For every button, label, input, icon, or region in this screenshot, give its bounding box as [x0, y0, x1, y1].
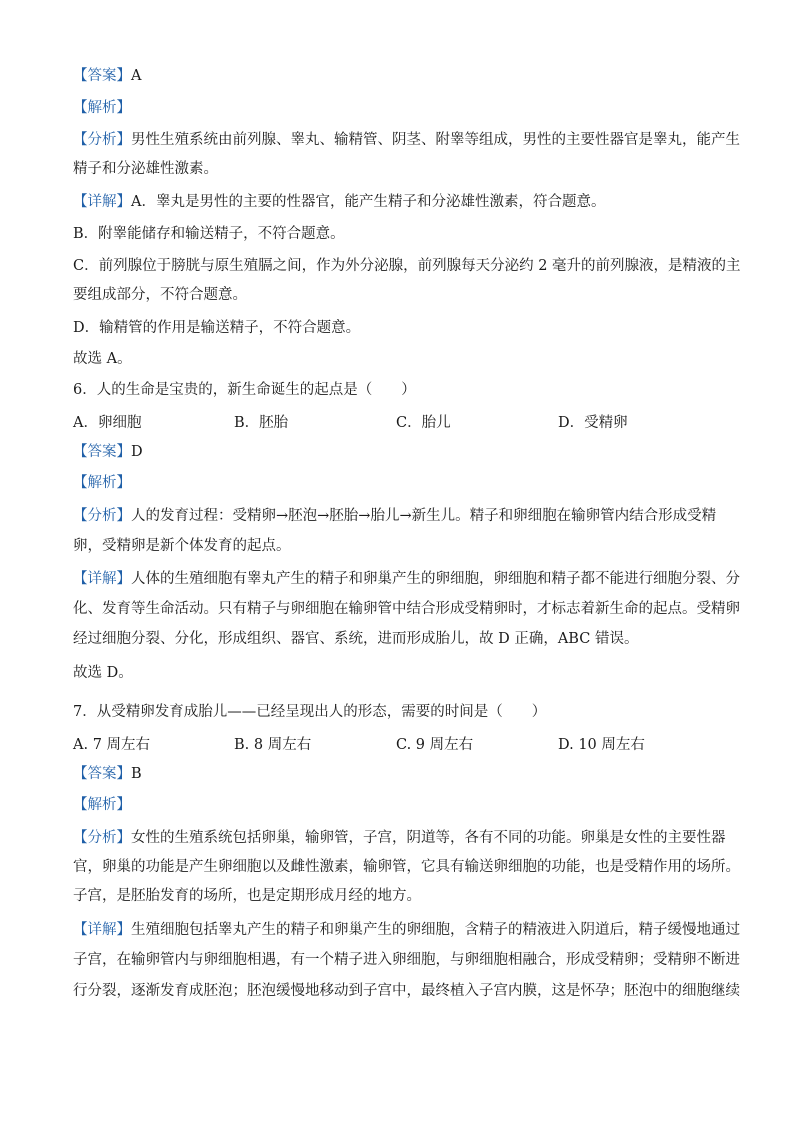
q5-fenxi-line-1 [73, 130, 740, 150]
q7-question: 7．从受精卵发育成胎儿——已经呈现出人的形态，需要的时间是（ ） [73, 704, 547, 720]
answer-tag: 【答案】 [73, 68, 131, 84]
q5-option-c-explanation-1: C．前列腺位于膀胱与原生殖膈之间，作为外分泌腺，前列腺每天分泌约 2 毫升的前列腺液，是精液的主 [73, 258, 741, 274]
answer-tag: 【答案】 [73, 444, 131, 460]
fenxi-tag: 【分析】 [73, 508, 131, 524]
q6-option-b: B．胚胎 [234, 415, 289, 431]
q6-option-d: D．受精卵 [558, 415, 628, 431]
q7-fenxi-line-2: 官，卵巢的功能是产生卵细胞以及雌性激素，输卵管，它具有输送卵细胞的功能，也是受精作用的场所。 [73, 859, 740, 875]
q6-xiangjie-line-2: 化、发育等生命活动。只有精子与卵细胞在输卵管中结合形成受精卵时，才标志着新生命的起点。受精卵 [73, 601, 740, 617]
q7-xiangjie-line-2: 子宫，在输卵管内与卵细胞相遇，有一个精子进入卵细胞，与卵细胞相融合，形成受精卵；受精卵不断进 [73, 952, 740, 968]
q5-answer-line [73, 66, 723, 86]
q6-fenxi-text-1: 人的发育过程：受精卵→胚泡→胚胎→胎儿→新生儿。精子和卵细胞在输卵管内结合形成受精 [131, 508, 717, 524]
q6-fenxi-line-2: 卵，受精卵是新个体发育的起点。 [73, 538, 291, 554]
answer-tag: 【答案】 [73, 766, 131, 782]
q7-analysis-heading [73, 795, 723, 815]
q7-options [73, 733, 723, 753]
q5-xiangjie-line-1 [73, 192, 723, 212]
q5-answer: A [131, 68, 142, 84]
xiangjie-tag: 【详解】 [73, 571, 131, 587]
q5-option-c-explanation-2: 要组成部分，不符合题意。 [73, 287, 247, 303]
analysis-tag: 【解析】 [73, 100, 131, 116]
q6-option-a: A．卵细胞 [73, 415, 142, 431]
xiangjie-tag: 【详解】 [73, 194, 131, 210]
q6-xiangjie-line-3: 经过细胞分裂、分化，形成组织、器官、系统，进而形成胎儿，故 D 正确，ABC 错误。 [73, 631, 639, 647]
fenxi-tag: 【分析】 [73, 132, 131, 148]
q5-xiangjie-text-1: A．睾丸是男性的主要的性器官，能产生精子和分泌雄性激素，符合题意。 [131, 194, 606, 210]
q7-answer-line [73, 764, 723, 784]
q7-option-d: D. 10 周左右 [558, 737, 645, 753]
xiangjie-tag: 【详解】 [73, 922, 131, 938]
analysis-tag: 【解析】 [73, 475, 131, 491]
q7-option-c: C. 9 周左右 [396, 737, 474, 753]
q7-option-b: B. 8 周左右 [234, 737, 312, 753]
q5-option-b-explanation: B．附睾能储存和输送精子，不符合题意。 [73, 226, 345, 242]
q5-option-d-explanation: D．输精管的作用是输送精子，不符合题意。 [73, 320, 361, 336]
q6-xiangjie-text-1: 人体的生殖细胞有睾丸产生的精子和卵巢产生的卵细胞，卵细胞和精子都不能进行细胞分裂、分 [131, 571, 740, 587]
q7-fenxi-text-1: 女性的生殖系统包括卵巢，输卵管，子宫，阴道等，各有不同的功能。卵巢是女性的主要性器 [131, 830, 726, 846]
q7-answer: B [131, 766, 142, 782]
q6-options [73, 411, 723, 431]
q5-fenxi-text-1: 男性生殖系统由前列腺、睾丸、输精管、阴茎、附睾等组成，男性的主要性器官是睾丸，能产生 [131, 132, 740, 148]
q6-fenxi-line-1 [73, 506, 723, 526]
q7-xiangjie-line-3: 行分裂，逐渐发育成胚泡；胚泡缓慢地移动到子宫中，最终植入子宫内膜，这是怀孕；胚泡中的细胞继续 [73, 983, 740, 999]
q7-fenxi-line-3: 子宫，是胚胎发育的场所，也是定期形成月经的地方。 [73, 888, 421, 904]
q7-xiangjie-line-1 [73, 920, 740, 940]
q7-xiangjie-text-1: 生殖细胞包括睾丸产生的精子和卵巢产生的卵细胞，含精子的精液进入阴道后，精子缓慢地通过 [131, 922, 740, 938]
q6-question: 6．人的生命是宝贵的，新生命诞生的起点是（ ） [73, 382, 416, 398]
fenxi-tag: 【分析】 [73, 830, 131, 846]
q6-option-c: C．胎儿 [396, 415, 451, 431]
q6-answer: D [131, 444, 143, 460]
analysis-tag: 【解析】 [73, 797, 131, 813]
q6-conclusion: 故选 D。 [73, 665, 133, 681]
q6-analysis-heading [73, 473, 723, 493]
q5-fenxi-line-2: 精子和分泌雄性激素。 [73, 161, 218, 177]
q7-fenxi-line-1 [73, 828, 726, 848]
q5-analysis-heading [73, 98, 723, 118]
q7-option-a: A. 7 周左右 [73, 737, 151, 753]
q6-xiangjie-line-1 [73, 569, 740, 589]
q5-conclusion: 故选 A。 [73, 351, 132, 367]
q6-answer-line [73, 442, 723, 462]
